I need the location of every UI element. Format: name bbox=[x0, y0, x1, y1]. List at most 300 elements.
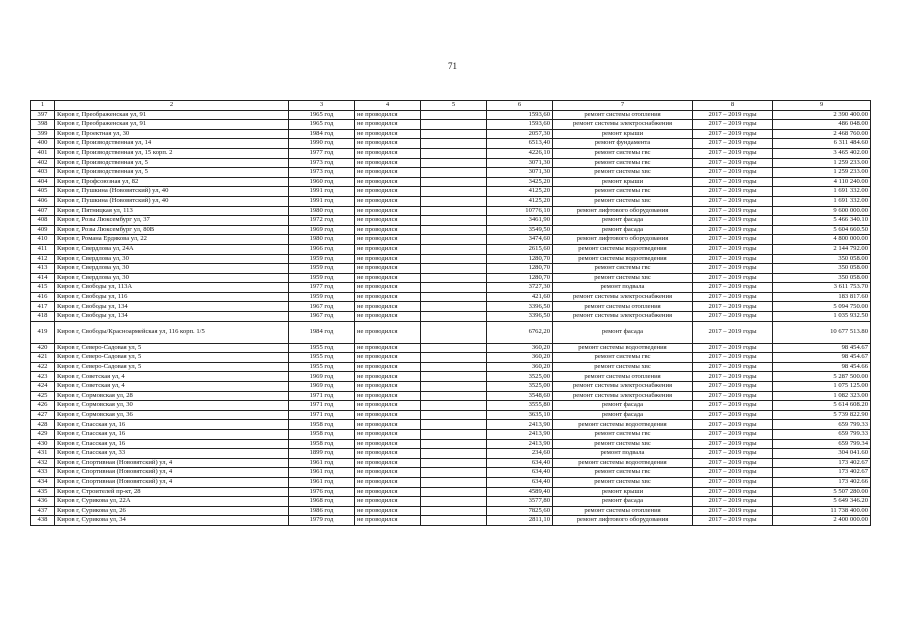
cell-col-5 bbox=[421, 216, 487, 226]
cell-period: 2017 – 2019 годы bbox=[693, 516, 773, 526]
cell-last-repair: не проводился bbox=[355, 148, 421, 158]
cell-address: Киров г, Спасская ул, 16 bbox=[55, 439, 289, 449]
cell-period: 2017 – 2019 годы bbox=[693, 120, 773, 130]
cell-work-type: ремонт системы отопления bbox=[553, 372, 693, 382]
table-row bbox=[31, 177, 871, 187]
cell-period: 2017 – 2019 годы bbox=[693, 139, 773, 149]
cell-col-5 bbox=[421, 458, 487, 468]
capital-repair-table bbox=[30, 100, 871, 526]
cell-address: Киров г, Спасская ул, 16 bbox=[55, 420, 289, 430]
cell-address: Киров г, Свердлова ул, 30 bbox=[55, 273, 289, 283]
cell-address: Киров г, Северо-Садовая ул, 5 bbox=[55, 343, 289, 353]
cell-row-number: 411 bbox=[31, 244, 55, 254]
cell-period: 2017 – 2019 годы bbox=[693, 449, 773, 459]
cell-address: Киров г, Свердлова ул, 24А bbox=[55, 244, 289, 254]
cell-col-5 bbox=[421, 254, 487, 264]
cell-work-type: ремонт системы гвс bbox=[553, 353, 693, 363]
cell-area: 421,60 bbox=[487, 292, 553, 302]
table-row bbox=[31, 283, 871, 293]
cell-work-type: ремонт фасада bbox=[553, 401, 693, 411]
cell-col-5 bbox=[421, 420, 487, 430]
column-header-2: 2 bbox=[55, 101, 289, 111]
cell-cost: 5 507 280.00 bbox=[773, 487, 871, 497]
cell-col-5 bbox=[421, 273, 487, 283]
cell-period: 2017 – 2019 годы bbox=[693, 254, 773, 264]
cell-work-type: ремонт системы хвс bbox=[553, 273, 693, 283]
cell-cost: 11 738 400.00 bbox=[773, 506, 871, 516]
cell-address: Киров г, Романа Ердякова ул, 22 bbox=[55, 235, 289, 245]
table-row bbox=[31, 468, 871, 478]
cell-work-type: ремонт системы гвс bbox=[553, 187, 693, 197]
cell-last-repair: не проводился bbox=[355, 487, 421, 497]
cell-period: 2017 – 2019 годы bbox=[693, 506, 773, 516]
cell-work-type: ремонт системы хвс bbox=[553, 477, 693, 487]
cell-work-type: ремонт системы водоотведения bbox=[553, 458, 693, 468]
cell-address: Киров г, Спасская ул, 33 bbox=[55, 449, 289, 459]
cell-build-year: 1971 год bbox=[289, 410, 355, 420]
cell-work-type: ремонт крыши bbox=[553, 487, 693, 497]
cell-work-type: ремонт фасада bbox=[553, 410, 693, 420]
cell-area: 4226,10 bbox=[487, 148, 553, 158]
cell-row-number: 410 bbox=[31, 235, 55, 245]
cell-address: Киров г, Свободы/Красноармейская ул, 116 корп. 1/5 bbox=[55, 321, 289, 343]
cell-area: 234,60 bbox=[487, 449, 553, 459]
cell-address: Киров г, Преображенская ул, 91 bbox=[55, 120, 289, 130]
cell-row-number: 435 bbox=[31, 487, 55, 497]
cell-work-type: ремонт системы хвс bbox=[553, 168, 693, 178]
cell-col-5 bbox=[421, 292, 487, 302]
table-row bbox=[31, 343, 871, 353]
cell-build-year: 1977 год bbox=[289, 148, 355, 158]
cell-row-number: 414 bbox=[31, 273, 55, 283]
cell-cost: 6 311 484.60 bbox=[773, 139, 871, 149]
table-row bbox=[31, 430, 871, 440]
cell-address: Киров г, Сормовская ул, 28 bbox=[55, 391, 289, 401]
cell-address: Киров г, Розы Люксембург ул, 80В bbox=[55, 225, 289, 235]
cell-col-5 bbox=[421, 401, 487, 411]
cell-area: 6513,40 bbox=[487, 139, 553, 149]
cell-row-number: 427 bbox=[31, 410, 55, 420]
cell-work-type: ремонт системы водоотведения bbox=[553, 420, 693, 430]
cell-last-repair: не проводился bbox=[355, 158, 421, 168]
cell-period: 2017 – 2019 годы bbox=[693, 196, 773, 206]
cell-cost: 173 402.67 bbox=[773, 468, 871, 478]
cell-area: 2413,90 bbox=[487, 420, 553, 430]
cell-build-year: 1976 год bbox=[289, 487, 355, 497]
cell-row-number: 399 bbox=[31, 129, 55, 139]
cell-work-type: ремонт системы хвс bbox=[553, 362, 693, 372]
table-row bbox=[31, 225, 871, 235]
cell-cost: 5 739 822.90 bbox=[773, 410, 871, 420]
cell-period: 2017 – 2019 годы bbox=[693, 187, 773, 197]
table-row bbox=[31, 410, 871, 420]
cell-address: Киров г, Производственная ул, 15 корп. 2 bbox=[55, 148, 289, 158]
cell-last-repair: не проводился bbox=[355, 235, 421, 245]
cell-cost: 5 287 500.00 bbox=[773, 372, 871, 382]
table-row bbox=[31, 420, 871, 430]
cell-build-year: 1955 год bbox=[289, 362, 355, 372]
cell-last-repair: не проводился bbox=[355, 129, 421, 139]
cell-period: 2017 – 2019 годы bbox=[693, 235, 773, 245]
cell-area: 10776,10 bbox=[487, 206, 553, 216]
cell-col-5 bbox=[421, 177, 487, 187]
cell-area: 1593,60 bbox=[487, 110, 553, 120]
cell-address: Киров г, Свободы ул, 116 bbox=[55, 292, 289, 302]
cell-area: 634,40 bbox=[487, 468, 553, 478]
cell-period: 2017 – 2019 годы bbox=[693, 439, 773, 449]
cell-cost: 1 075 125.00 bbox=[773, 382, 871, 392]
cell-build-year: 1969 год bbox=[289, 382, 355, 392]
cell-period: 2017 – 2019 годы bbox=[693, 168, 773, 178]
cell-period: 2017 – 2019 годы bbox=[693, 343, 773, 353]
cell-area: 3548,60 bbox=[487, 391, 553, 401]
cell-area: 1280,70 bbox=[487, 273, 553, 283]
cell-last-repair: не проводился bbox=[355, 516, 421, 526]
cell-last-repair: не проводился bbox=[355, 225, 421, 235]
cell-work-type: ремонт крыши bbox=[553, 177, 693, 187]
cell-col-5 bbox=[421, 391, 487, 401]
cell-last-repair: не проводился bbox=[355, 497, 421, 507]
cell-row-number: 419 bbox=[31, 321, 55, 343]
cell-cost: 98 454.66 bbox=[773, 362, 871, 372]
cell-period: 2017 – 2019 годы bbox=[693, 302, 773, 312]
cell-period: 2017 – 2019 годы bbox=[693, 477, 773, 487]
cell-cost: 173 402.67 bbox=[773, 458, 871, 468]
cell-work-type: ремонт системы отопления bbox=[553, 506, 693, 516]
cell-last-repair: не проводился bbox=[355, 343, 421, 353]
table-row bbox=[31, 264, 871, 274]
cell-area: 2615,60 bbox=[487, 244, 553, 254]
cell-address: Киров г, Сормовская ул, 30 bbox=[55, 401, 289, 411]
table-row bbox=[31, 302, 871, 312]
cell-period: 2017 – 2019 годы bbox=[693, 430, 773, 440]
cell-cost: 1 082 323.00 bbox=[773, 391, 871, 401]
cell-last-repair: не проводился bbox=[355, 430, 421, 440]
cell-build-year: 1961 год bbox=[289, 458, 355, 468]
table-row bbox=[31, 362, 871, 372]
cell-last-repair: не проводился bbox=[355, 139, 421, 149]
cell-area: 3425,20 bbox=[487, 177, 553, 187]
cell-last-repair: не проводился bbox=[355, 283, 421, 293]
cell-area: 4125,20 bbox=[487, 196, 553, 206]
cell-work-type: ремонт системы гвс bbox=[553, 468, 693, 478]
table-row bbox=[31, 168, 871, 178]
cell-cost: 659 799.33 bbox=[773, 420, 871, 430]
cell-work-type: ремонт системы электроснабжения bbox=[553, 391, 693, 401]
cell-area: 4125,20 bbox=[487, 187, 553, 197]
cell-work-type: ремонт лифтового оборудования bbox=[553, 206, 693, 216]
cell-col-5 bbox=[421, 410, 487, 420]
cell-address: Киров г, Пятницкая ул, 113 bbox=[55, 206, 289, 216]
cell-col-5 bbox=[421, 353, 487, 363]
cell-work-type: ремонт фундамента bbox=[553, 139, 693, 149]
cell-col-5 bbox=[421, 439, 487, 449]
cell-row-number: 400 bbox=[31, 139, 55, 149]
cell-col-5 bbox=[421, 168, 487, 178]
cell-col-5 bbox=[421, 468, 487, 478]
cell-col-5 bbox=[421, 343, 487, 353]
column-header-1: 1 bbox=[31, 101, 55, 111]
cell-address: Киров г, Строителей пр-кт, 28 bbox=[55, 487, 289, 497]
table-row bbox=[31, 148, 871, 158]
cell-area: 1593,60 bbox=[487, 120, 553, 130]
cell-col-5 bbox=[421, 264, 487, 274]
cell-build-year: 1958 год bbox=[289, 439, 355, 449]
cell-last-repair: не проводился bbox=[355, 177, 421, 187]
cell-build-year: 1961 год bbox=[289, 468, 355, 478]
cell-address: Киров г, Профсоюзная ул, 82 bbox=[55, 177, 289, 187]
cell-area: 634,40 bbox=[487, 477, 553, 487]
cell-cost: 1 691 332.00 bbox=[773, 196, 871, 206]
cell-row-number: 434 bbox=[31, 477, 55, 487]
cell-area: 3577,80 bbox=[487, 497, 553, 507]
cell-cost: 5 094 750.00 bbox=[773, 302, 871, 312]
cell-build-year: 1967 год bbox=[289, 312, 355, 322]
cell-col-5 bbox=[421, 206, 487, 216]
cell-col-5 bbox=[421, 148, 487, 158]
cell-col-5 bbox=[421, 187, 487, 197]
cell-last-repair: не проводился bbox=[355, 110, 421, 120]
cell-last-repair: не проводился bbox=[355, 302, 421, 312]
cell-area: 2413,90 bbox=[487, 439, 553, 449]
cell-address: Киров г, Советская ул, 4 bbox=[55, 372, 289, 382]
cell-address: Киров г, Пушкина (Нововятский) ул, 40 bbox=[55, 196, 289, 206]
cell-cost: 173 402.66 bbox=[773, 477, 871, 487]
cell-work-type: ремонт системы электроснабжения bbox=[553, 312, 693, 322]
cell-col-5 bbox=[421, 235, 487, 245]
cell-period: 2017 – 2019 годы bbox=[693, 382, 773, 392]
cell-cost: 1 035 932.50 bbox=[773, 312, 871, 322]
cell-work-type: ремонт системы электроснабжения bbox=[553, 382, 693, 392]
table-row bbox=[31, 139, 871, 149]
cell-build-year: 1955 год bbox=[289, 343, 355, 353]
cell-cost: 2 400 000.00 bbox=[773, 516, 871, 526]
cell-work-type: ремонт лифтового оборудования bbox=[553, 516, 693, 526]
cell-build-year: 1977 год bbox=[289, 283, 355, 293]
cell-area: 3727,30 bbox=[487, 283, 553, 293]
table-row bbox=[31, 206, 871, 216]
cell-row-number: 407 bbox=[31, 206, 55, 216]
cell-col-5 bbox=[421, 506, 487, 516]
table-row bbox=[31, 353, 871, 363]
cell-cost: 486 048.00 bbox=[773, 120, 871, 130]
cell-row-number: 432 bbox=[31, 458, 55, 468]
table-row bbox=[31, 439, 871, 449]
cell-last-repair: не проводился bbox=[355, 244, 421, 254]
cell-area: 3525,00 bbox=[487, 372, 553, 382]
table-row bbox=[31, 254, 871, 264]
table-row bbox=[31, 506, 871, 516]
cell-cost: 304 041.60 bbox=[773, 449, 871, 459]
cell-last-repair: не проводился bbox=[355, 120, 421, 130]
cell-build-year: 1968 год bbox=[289, 497, 355, 507]
cell-period: 2017 – 2019 годы bbox=[693, 487, 773, 497]
table-row bbox=[31, 312, 871, 322]
cell-period: 2017 – 2019 годы bbox=[693, 273, 773, 283]
cell-work-type: ремонт системы гвс bbox=[553, 264, 693, 274]
cell-row-number: 409 bbox=[31, 225, 55, 235]
table-row bbox=[31, 158, 871, 168]
cell-last-repair: не проводился bbox=[355, 362, 421, 372]
cell-row-number: 426 bbox=[31, 401, 55, 411]
cell-build-year: 1973 год bbox=[289, 168, 355, 178]
cell-build-year: 1959 год bbox=[289, 273, 355, 283]
cell-row-number: 438 bbox=[31, 516, 55, 526]
cell-row-number: 412 bbox=[31, 254, 55, 264]
cell-address: Киров г, Розы Люксембург ул, 37 bbox=[55, 216, 289, 226]
cell-period: 2017 – 2019 годы bbox=[693, 225, 773, 235]
column-header-7: 7 bbox=[553, 101, 693, 111]
cell-cost: 98 454.67 bbox=[773, 353, 871, 363]
cell-last-repair: не проводился bbox=[355, 292, 421, 302]
column-header-9: 9 bbox=[773, 101, 871, 111]
cell-period: 2017 – 2019 годы bbox=[693, 321, 773, 343]
cell-cost: 659 799.33 bbox=[773, 430, 871, 440]
cell-area: 634,40 bbox=[487, 458, 553, 468]
cell-col-5 bbox=[421, 321, 487, 343]
cell-build-year: 1980 год bbox=[289, 235, 355, 245]
cell-col-5 bbox=[421, 120, 487, 130]
table-row bbox=[31, 120, 871, 130]
cell-period: 2017 – 2019 годы bbox=[693, 129, 773, 139]
table-row bbox=[31, 244, 871, 254]
cell-col-5 bbox=[421, 302, 487, 312]
cell-build-year: 1984 год bbox=[289, 129, 355, 139]
cell-period: 2017 – 2019 годы bbox=[693, 312, 773, 322]
cell-period: 2017 – 2019 годы bbox=[693, 148, 773, 158]
cell-row-number: 402 bbox=[31, 158, 55, 168]
cell-area: 3474,60 bbox=[487, 235, 553, 245]
cell-row-number: 420 bbox=[31, 343, 55, 353]
page-number: 71 bbox=[448, 61, 457, 71]
cell-area: 3555,80 bbox=[487, 401, 553, 411]
cell-last-repair: не проводился bbox=[355, 391, 421, 401]
cell-build-year: 1991 год bbox=[289, 187, 355, 197]
table-row bbox=[31, 401, 871, 411]
cell-period: 2017 – 2019 годы bbox=[693, 391, 773, 401]
cell-col-5 bbox=[421, 430, 487, 440]
cell-work-type: ремонт системы гвс bbox=[553, 158, 693, 168]
cell-cost: 5 604 660.50 bbox=[773, 225, 871, 235]
cell-period: 2017 – 2019 годы bbox=[693, 372, 773, 382]
cell-cost: 350 058.00 bbox=[773, 273, 871, 283]
cell-last-repair: не проводился bbox=[355, 477, 421, 487]
cell-build-year: 1899 год bbox=[289, 449, 355, 459]
cell-last-repair: не проводился bbox=[355, 410, 421, 420]
cell-row-number: 430 bbox=[31, 439, 55, 449]
column-header-4: 4 bbox=[355, 101, 421, 111]
cell-period: 2017 – 2019 годы bbox=[693, 468, 773, 478]
cell-col-5 bbox=[421, 158, 487, 168]
cell-address: Киров г, Производственная ул, 5 bbox=[55, 158, 289, 168]
cell-row-number: 413 bbox=[31, 264, 55, 274]
table-row bbox=[31, 382, 871, 392]
cell-row-number: 423 bbox=[31, 372, 55, 382]
cell-last-repair: не проводился bbox=[355, 312, 421, 322]
cell-cost: 4 110 240.00 bbox=[773, 177, 871, 187]
cell-col-5 bbox=[421, 244, 487, 254]
cell-build-year: 1986 год bbox=[289, 506, 355, 516]
table-header-row bbox=[31, 101, 871, 111]
cell-cost: 10 677 513.80 bbox=[773, 321, 871, 343]
cell-build-year: 1955 год bbox=[289, 353, 355, 363]
cell-row-number: 408 bbox=[31, 216, 55, 226]
cell-area: 7825,60 bbox=[487, 506, 553, 516]
cell-col-5 bbox=[421, 477, 487, 487]
cell-cost: 3 465 402.00 bbox=[773, 148, 871, 158]
cell-row-number: 404 bbox=[31, 177, 55, 187]
cell-last-repair: не проводился bbox=[355, 196, 421, 206]
cell-build-year: 1979 год bbox=[289, 516, 355, 526]
cell-work-type: ремонт системы хвс bbox=[553, 196, 693, 206]
cell-area: 3525,00 bbox=[487, 382, 553, 392]
cell-col-5 bbox=[421, 382, 487, 392]
cell-address: Киров г, Сурикова ул, 26 bbox=[55, 506, 289, 516]
cell-col-5 bbox=[421, 139, 487, 149]
cell-period: 2017 – 2019 годы bbox=[693, 283, 773, 293]
cell-row-number: 398 bbox=[31, 120, 55, 130]
cell-area: 3071,30 bbox=[487, 168, 553, 178]
cell-period: 2017 – 2019 годы bbox=[693, 497, 773, 507]
cell-period: 2017 – 2019 годы bbox=[693, 110, 773, 120]
cell-area: 1280,70 bbox=[487, 254, 553, 264]
cell-build-year: 1965 год bbox=[289, 110, 355, 120]
cell-work-type: ремонт системы отопления bbox=[553, 110, 693, 120]
table-row bbox=[31, 196, 871, 206]
cell-address: Киров г, Спортивная (Нововятский) ул, 4 bbox=[55, 458, 289, 468]
cell-address: Киров г, Спасская ул, 16 bbox=[55, 430, 289, 440]
cell-cost: 9 600 000.00 bbox=[773, 206, 871, 216]
cell-cost: 183 817.60 bbox=[773, 292, 871, 302]
cell-build-year: 1969 год bbox=[289, 225, 355, 235]
cell-period: 2017 – 2019 годы bbox=[693, 177, 773, 187]
cell-work-type: ремонт системы водоотведения bbox=[553, 244, 693, 254]
table-row bbox=[31, 487, 871, 497]
cell-address: Киров г, Производственная ул, 14 bbox=[55, 139, 289, 149]
cell-area: 1280,70 bbox=[487, 264, 553, 274]
cell-work-type: ремонт крыши bbox=[553, 129, 693, 139]
cell-col-5 bbox=[421, 196, 487, 206]
cell-build-year: 1971 год bbox=[289, 391, 355, 401]
cell-period: 2017 – 2019 годы bbox=[693, 244, 773, 254]
cell-address: Киров г, Свободы ул, 113А bbox=[55, 283, 289, 293]
cell-cost: 3 611 753.70 bbox=[773, 283, 871, 293]
cell-last-repair: не проводился bbox=[355, 468, 421, 478]
cell-cost: 2 468 760.00 bbox=[773, 129, 871, 139]
cell-area: 360,20 bbox=[487, 343, 553, 353]
cell-work-type: ремонт системы гвс bbox=[553, 148, 693, 158]
cell-cost: 4 800 000.00 bbox=[773, 235, 871, 245]
table-row bbox=[31, 216, 871, 226]
cell-work-type: ремонт фасада bbox=[553, 321, 693, 343]
cell-last-repair: не проводился bbox=[355, 254, 421, 264]
cell-address: Киров г, Северо-Садовая ул, 5 bbox=[55, 362, 289, 372]
cell-last-repair: не проводился bbox=[355, 187, 421, 197]
cell-address: Киров г, Свободы ул, 134 bbox=[55, 312, 289, 322]
cell-work-type: ремонт фасада bbox=[553, 216, 693, 226]
cell-address: Киров г, Сормовская ул, 36 bbox=[55, 410, 289, 420]
cell-cost: 5 466 340.10 bbox=[773, 216, 871, 226]
cell-row-number: 437 bbox=[31, 506, 55, 516]
cell-col-5 bbox=[421, 372, 487, 382]
table-row bbox=[31, 235, 871, 245]
cell-area: 3396,50 bbox=[487, 302, 553, 312]
table-row bbox=[31, 129, 871, 139]
cell-address: Киров г, Спортивная (Нововятский) ул, 4 bbox=[55, 477, 289, 487]
cell-build-year: 1958 год bbox=[289, 430, 355, 440]
cell-last-repair: не проводился bbox=[355, 216, 421, 226]
cell-row-number: 421 bbox=[31, 353, 55, 363]
